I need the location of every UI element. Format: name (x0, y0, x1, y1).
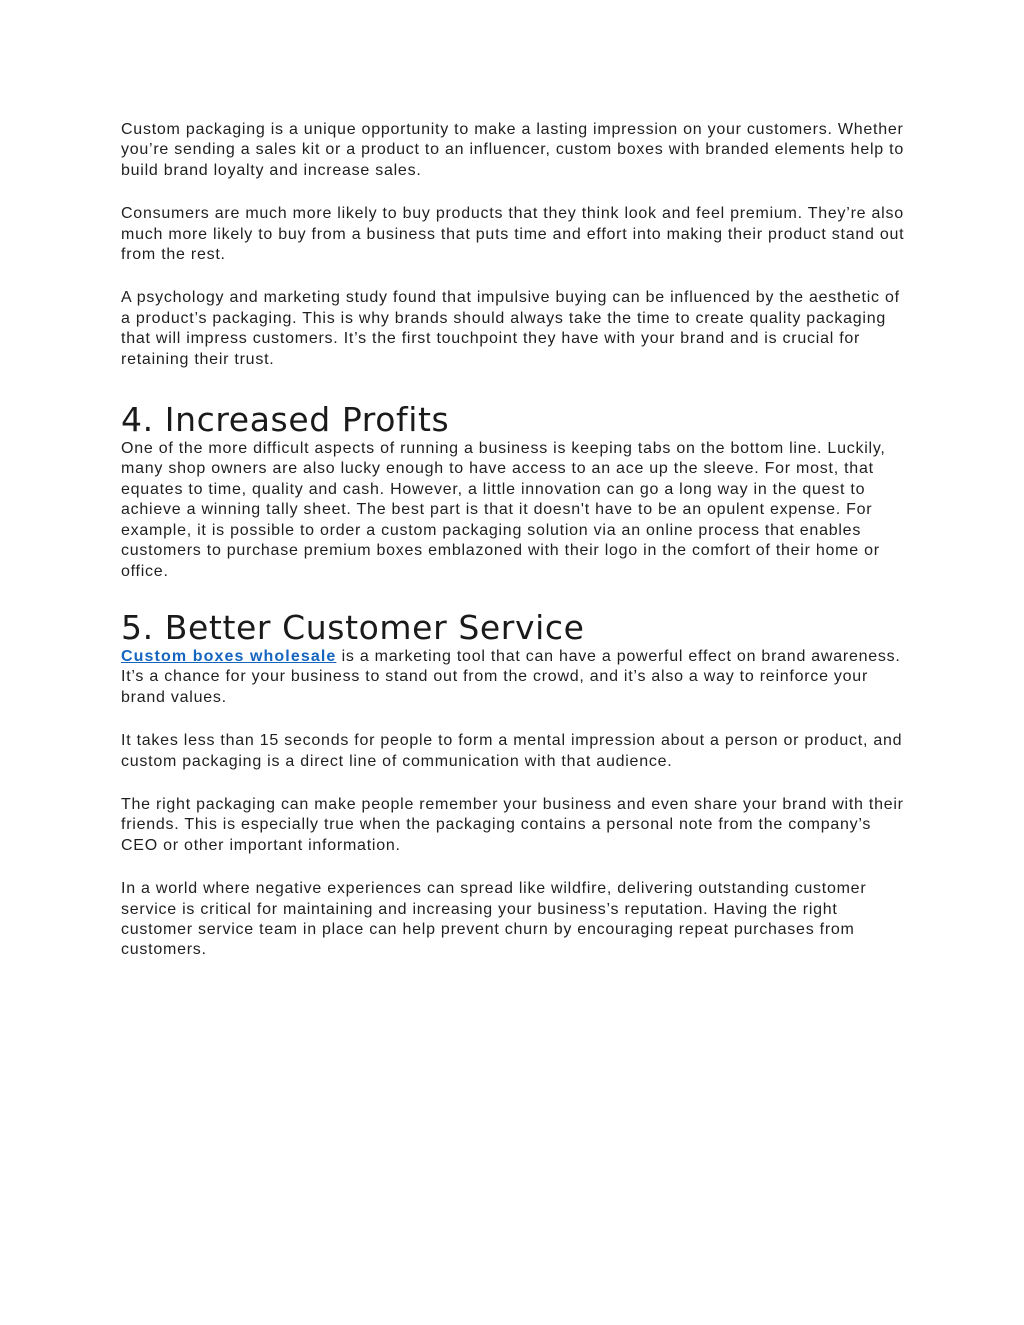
customer-service-paragraph-1 (121, 647, 911, 708)
intro-paragraph-1: Custom packaging is a unique opportunity to make a lasting impression on your customers. Whether you’re sending a sales kit or a product to an influencer, custom boxes with branded elements help to build brand loyalty and increase sales. (121, 121, 904, 179)
customer-service-paragraph-1-text: is a marketing tool that can have a powerful effect on brand awareness. It’s a chance for your business to stand out from the crowd, and it’s also a way to reinforce your brand values. (121, 647, 901, 706)
customer-service-paragraph-3: The right packaging can make people remember your business and even share your brand with their friends. This is especially true when the packaging contains a personal note from the company’s CEO or other important information. (121, 795, 904, 854)
custom-boxes-wholesale-link[interactable]: Custom boxes wholesale (121, 647, 337, 665)
document-body (121, 120, 911, 961)
increased-profits-paragraph: One of the more difficult aspects of running a business is keeping tabs on the bottom line. Luckily, many shop owners are also lucky enough to have access to an ace up the sleeve. For most, that equates to time, quality and cash. However, a little innovation can go a long way in the quest to achieve a winning tally sheet. The best part is that it doesn't have to be an opulent expense. For example, it is possible to order a custom packaging solution via an online process that enables customers to purchase premium boxes emblazoned with their logo in the comfort of their home or office. (121, 440, 886, 580)
customer-service-paragraph-4: In a world where negative experiences can spread like wildfire, delivering outstanding customer service is critical for maintaining and increasing your business’s reputation. Having the right customer service team in place can help prevent churn by encouraging repeat purchases from customers. (121, 880, 867, 959)
intro-paragraph-2: Consumers are much more likely to buy products that they think look and feel premium. They’re also much more likely to buy from a business that puts time and effort into making their product stand out from the rest. (121, 205, 905, 264)
section-heading-better-customer-service: 5. Better Customer Service (121, 607, 585, 647)
section-heading-increased-profits: 4. Increased Profits (121, 400, 450, 440)
intro-paragraph-3: A psychology and marketing study found that impulsive buying can be influenced by the aesthetic of a product’s packaging. This is why brands should always take the time to create quality packaging that will impress customers. It’s the first touchpoint they have with your brand and is crucial for retaining their trust. (121, 289, 900, 368)
customer-service-paragraph-2: It takes less than 15 seconds for people to form a mental impression about a person or product, and custom packaging is a direct line of communication with that audience. (121, 732, 903, 770)
